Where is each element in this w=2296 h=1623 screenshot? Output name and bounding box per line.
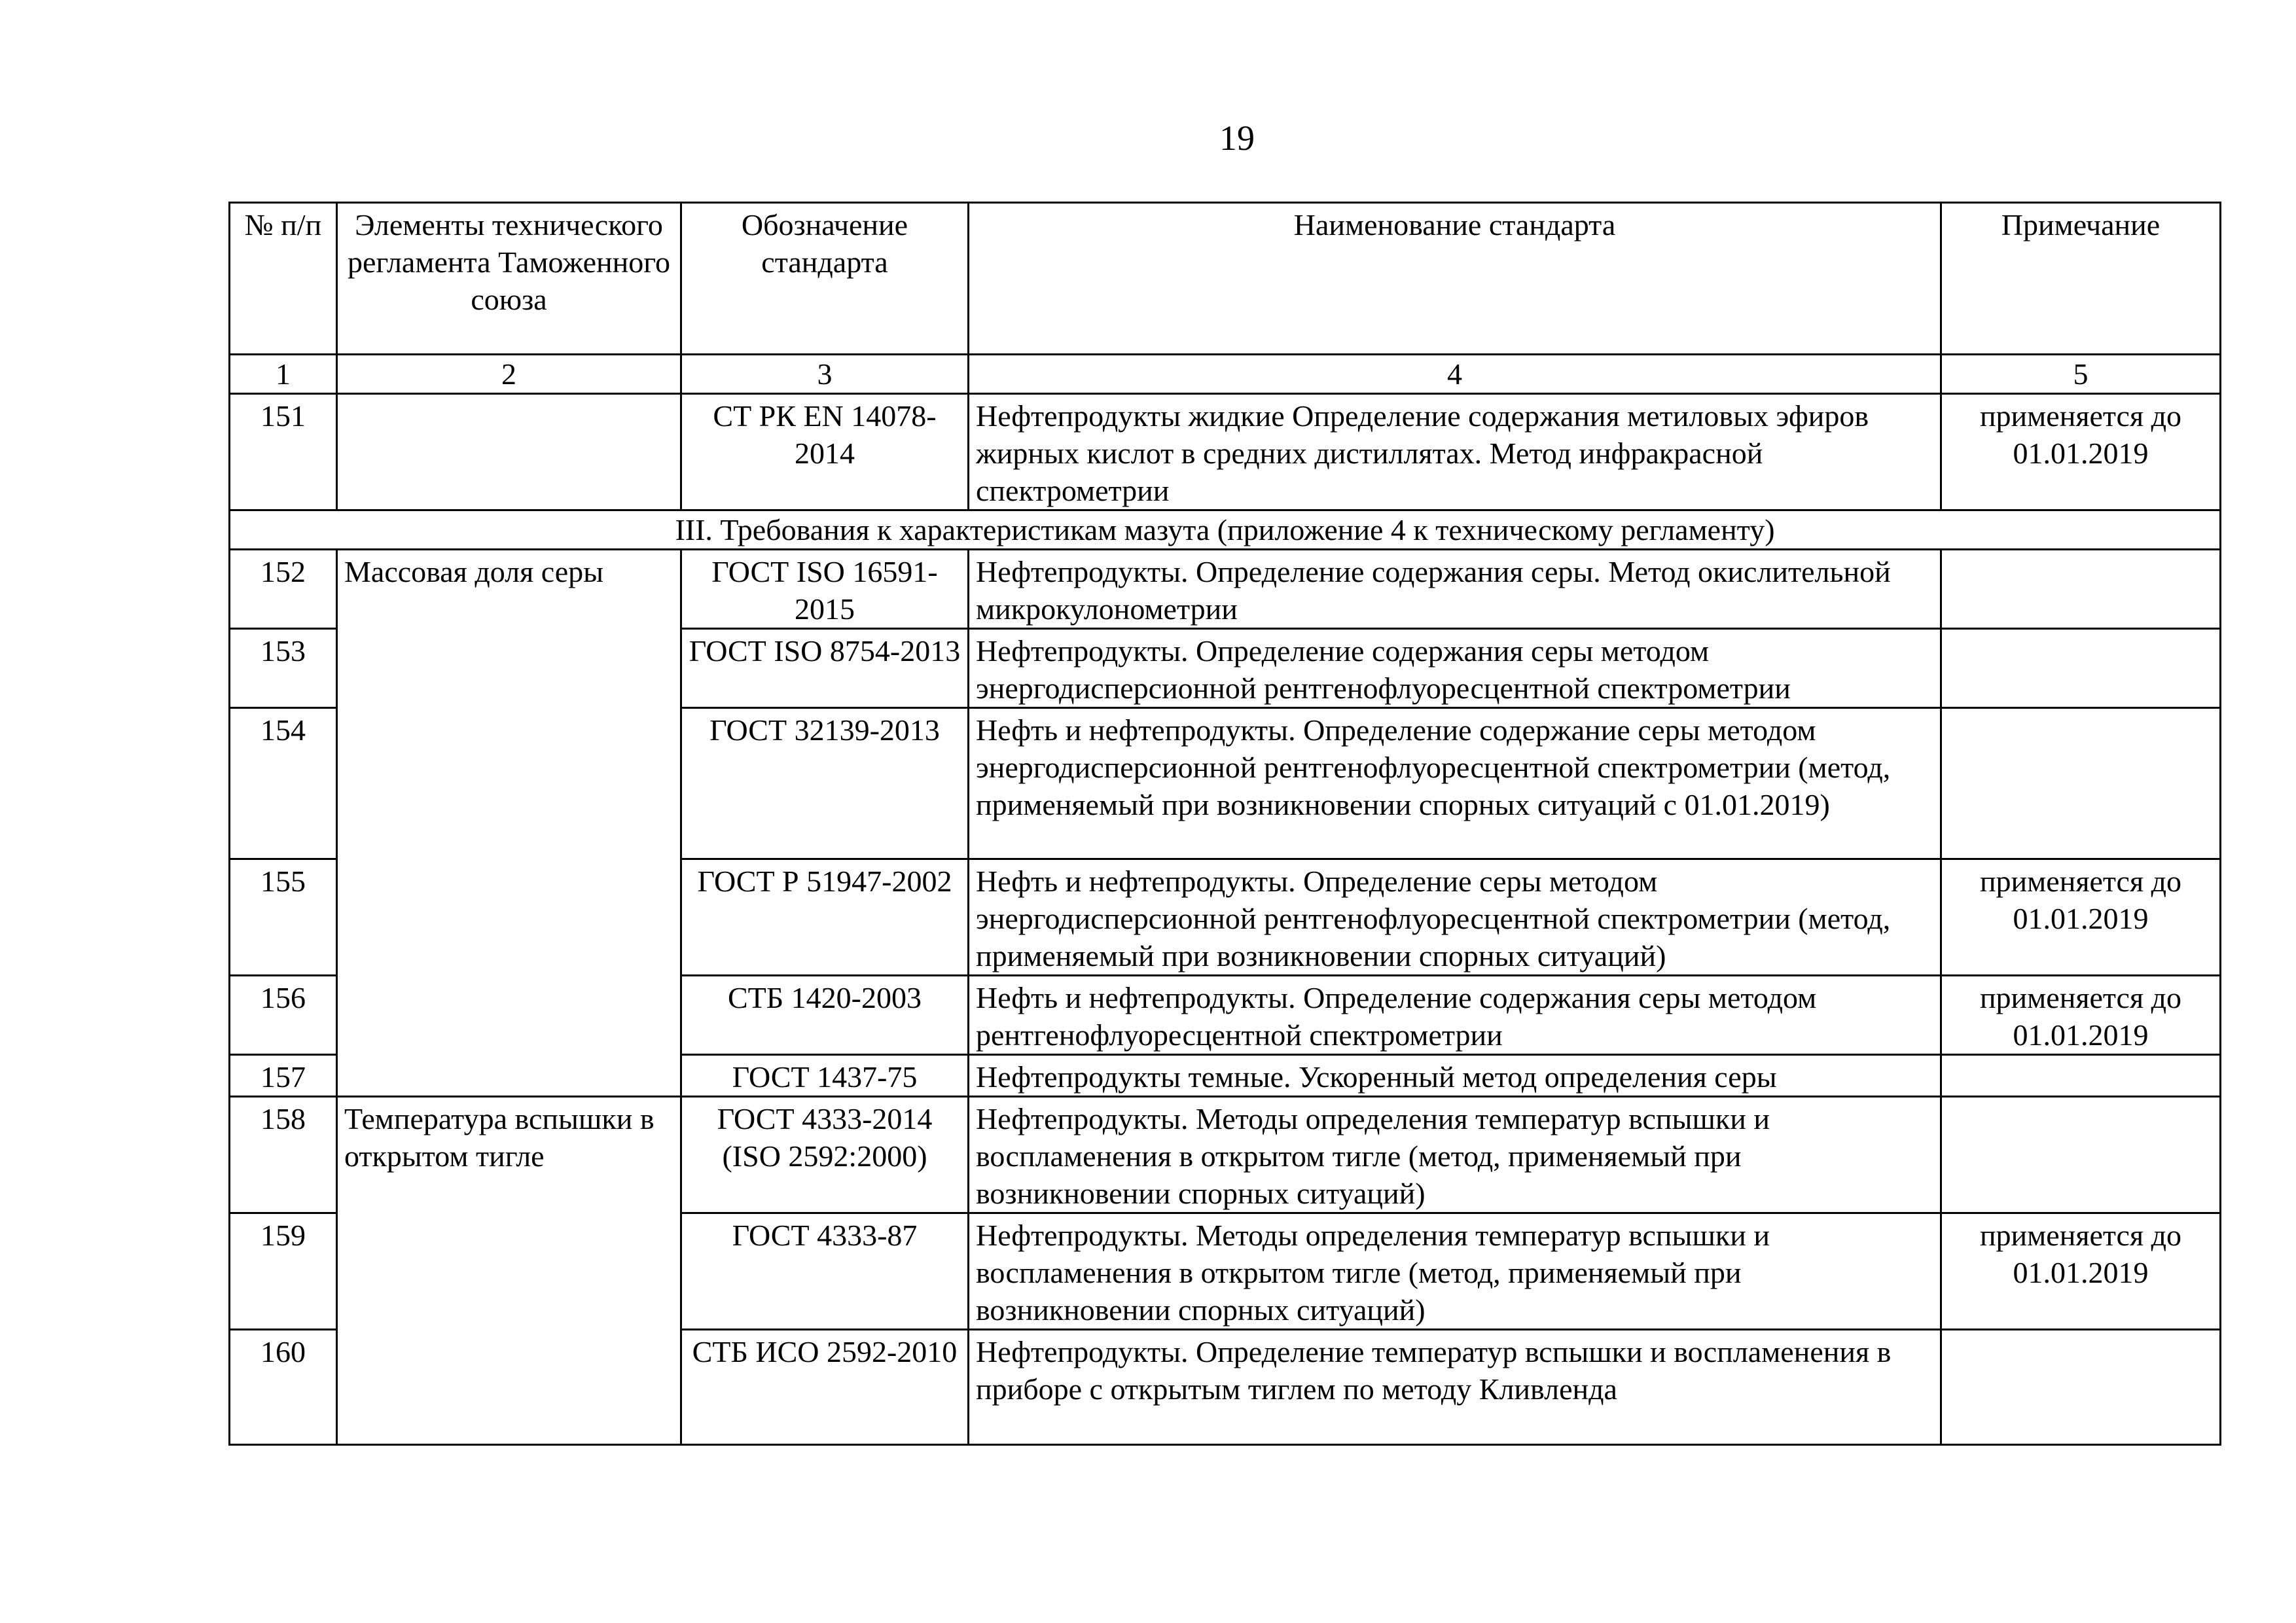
column-number: 5 <box>1941 355 2221 394</box>
row-note <box>1941 1330 2221 1445</box>
row-code: ГОСТ 32139-2013 <box>681 708 969 859</box>
table-row <box>230 1097 2221 1213</box>
row-code: СТБ ИСО 2592-2010 <box>681 1330 969 1445</box>
row-name: Нефтепродукты. Определение температур вспышки и воспламенения в приборе с открытым тиглем по методу Кливленда <box>969 1330 1941 1445</box>
column-number: 4 <box>969 355 1941 394</box>
row-note: применяется до 01.01.2019 <box>1941 1213 2221 1330</box>
row-note <box>1941 708 2221 859</box>
row-num: 160 <box>230 1330 337 1445</box>
row-num: 153 <box>230 629 337 708</box>
row-note <box>1941 1055 2221 1097</box>
row-name: Нефть и нефтепродукты. Определение содержания серы методом рентгенофлуоресцентной спектрометрии <box>969 976 1941 1055</box>
row-num: 154 <box>230 708 337 859</box>
row-note: применяется до 01.01.2019 <box>1941 976 2221 1055</box>
column-numbers-row <box>230 355 2221 394</box>
row-element: Температура вспышки в открытом тигле <box>337 1097 681 1445</box>
row-note <box>1941 629 2221 708</box>
row-name: Нефтепродукты. Определение содержания серы методом энергодисперсионной рентгенофлуоресцентной спектрометрии <box>969 629 1941 708</box>
row-element: Массовая доля серы <box>337 550 681 1097</box>
section-row <box>230 510 2221 550</box>
row-code: СТ РК EN 14078-2014 <box>681 394 969 510</box>
header-name: Наименование стандарта <box>969 203 1941 355</box>
row-name: Нефтепродукты. Определение содержания серы. Метод окислительной микрокулонометрии <box>969 550 1941 629</box>
column-number: 3 <box>681 355 969 394</box>
row-name: Нефть и нефтепродукты. Определение серы методом энергодисперсионной рентгенофлуоресцентной спектрометрии (метод, применяемый при возникновении спорных ситуаций) <box>969 859 1941 976</box>
row-note <box>1941 1097 2221 1213</box>
page-number: 19 <box>1219 118 1255 158</box>
row-code: СТБ 1420-2003 <box>681 976 969 1055</box>
row-note: применяется до 01.01.2019 <box>1941 859 2221 976</box>
row-name: Нефть и нефтепродукты. Определение содержание серы методом энергодисперсионной рентгенофлуоресцентной спектрометрии (метод, применяемый при возникновении спорных ситуаций с 01.01.2019) <box>969 708 1941 859</box>
row-num: 151 <box>230 394 337 510</box>
row-num: 159 <box>230 1213 337 1330</box>
row-name: Нефтепродукты. Методы определения температур вспышки и воспламенения в открытом тигле (метод, применяемый при возникновении спорных ситуаций) <box>969 1213 1941 1330</box>
row-code: ГОСТ ISO 8754-2013 <box>681 629 969 708</box>
table-row <box>230 394 2221 510</box>
row-code: ГОСТ 1437-75 <box>681 1055 969 1097</box>
row-num: 157 <box>230 1055 337 1097</box>
row-element <box>337 394 681 510</box>
header-row <box>230 203 2221 355</box>
row-name: Нефтепродукты. Методы определения температур вспышки и воспламенения в открытом тигле (метод, применяемый при возникновении спорных ситуаций) <box>969 1097 1941 1213</box>
standards-table <box>228 202 2221 1446</box>
row-code: ГОСТ 4333-87 <box>681 1213 969 1330</box>
section-title: III. Требования к характеристикам мазута (приложение 4 к техническому регламенту) <box>230 510 2221 550</box>
column-number: 2 <box>337 355 681 394</box>
header-note: Примечание <box>1941 203 2221 355</box>
row-num: 156 <box>230 976 337 1055</box>
header-code: Обозначение стандарта <box>681 203 969 355</box>
row-num: 155 <box>230 859 337 976</box>
table-row <box>230 550 2221 629</box>
row-note: применяется до 01.01.2019 <box>1941 394 2221 510</box>
row-name: Нефтепродукты жидкие Определение содержания метиловых эфиров жирных кислот в средних дистиллятах. Метод инфракрасной спектрометрии <box>969 394 1941 510</box>
row-code: ГОСТ Р 51947-2002 <box>681 859 969 976</box>
row-code: ГОСТ ISO 16591-2015 <box>681 550 969 629</box>
row-code: ГОСТ 4333-2014 (ISO 2592:2000) <box>681 1097 969 1213</box>
row-name: Нефтепродукты темные. Ускоренный метод определения серы <box>969 1055 1941 1097</box>
row-note <box>1941 550 2221 629</box>
row-num: 152 <box>230 550 337 629</box>
column-number: 1 <box>230 355 337 394</box>
header-num: № п/п <box>230 203 337 355</box>
header-element: Элементы технического регламента Таможенного союза <box>337 203 681 355</box>
row-num: 158 <box>230 1097 337 1213</box>
